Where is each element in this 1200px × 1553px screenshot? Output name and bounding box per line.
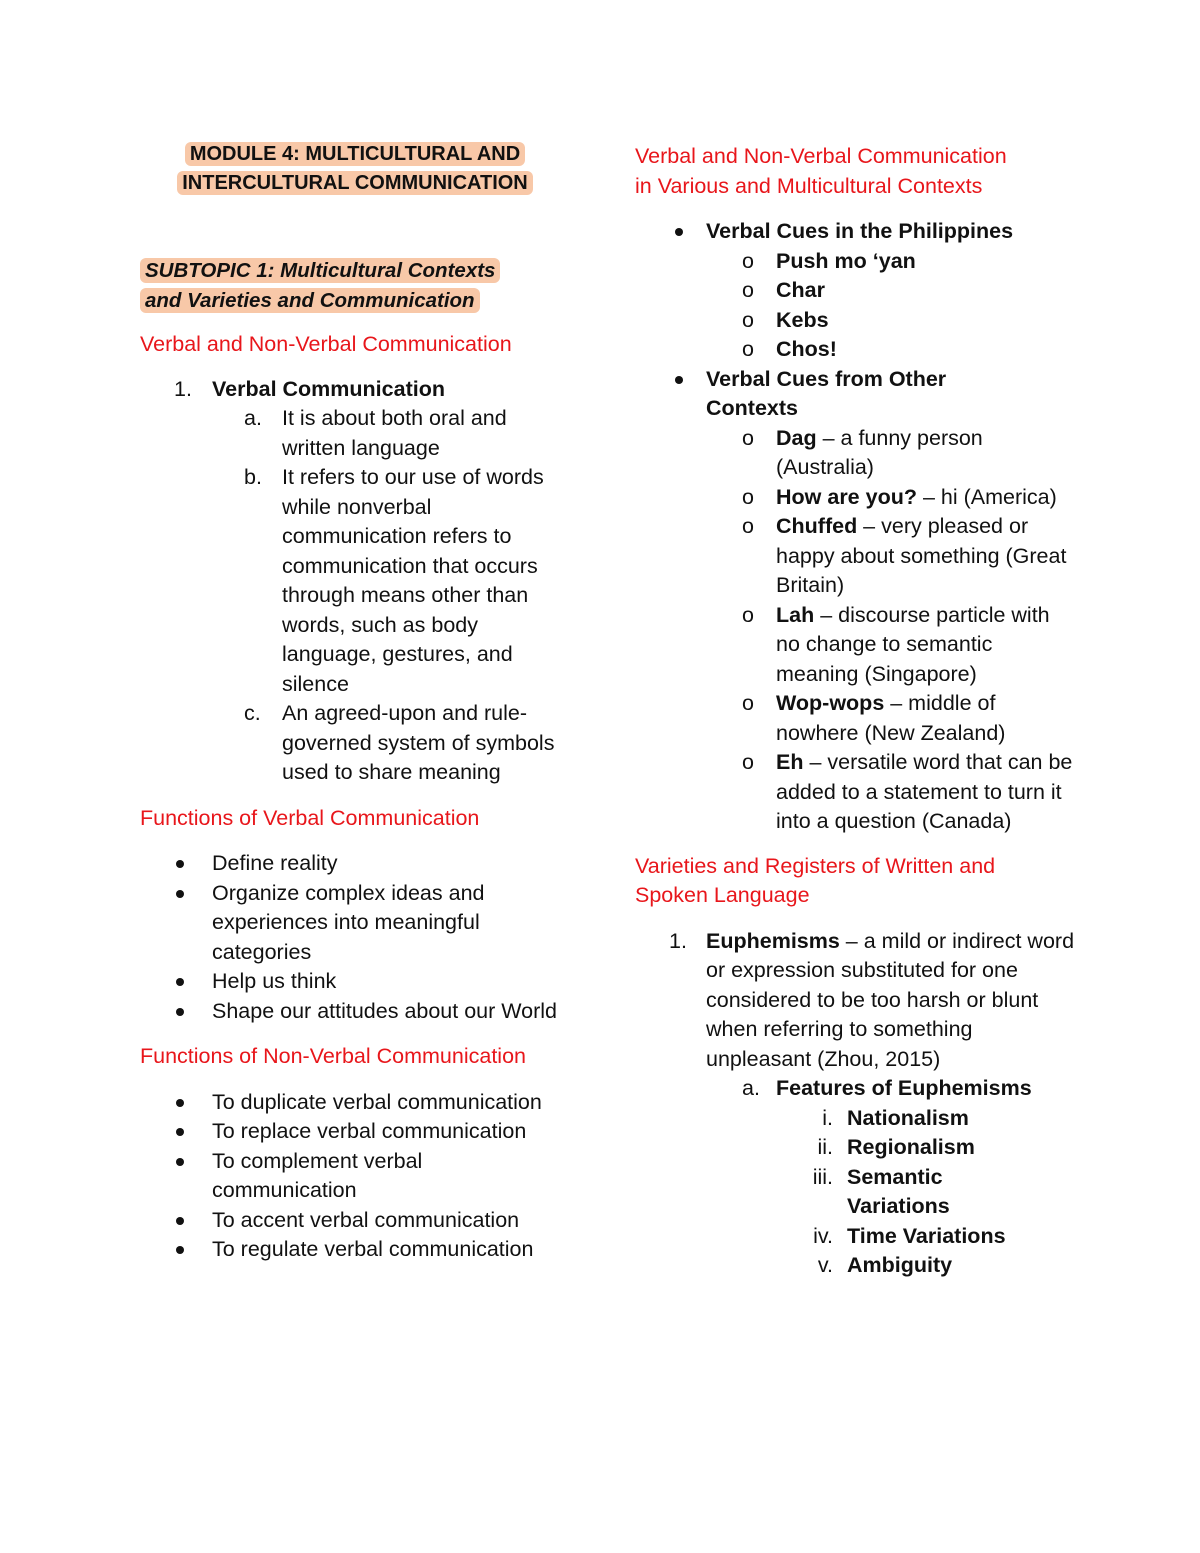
definition: – discourse particle with no change to semantic meaning (Singapore) [776, 602, 1050, 686]
sub-list-item [635, 424, 1075, 483]
roman-numeral: ii. [817, 1135, 833, 1159]
roman-numeral: v. [817, 1253, 833, 1277]
term: Lah [776, 602, 815, 627]
feature-item [635, 1251, 1075, 1281]
list-item-philippines [635, 217, 1075, 247]
sub-list-item [635, 512, 1075, 601]
verbal-communication-title: Verbal Communication [212, 376, 445, 401]
list-number: 1. [174, 376, 192, 401]
list-letter: a. [742, 1076, 760, 1100]
list-item-text: Shape our attitudes about our World [212, 998, 558, 1023]
euphemisms-item [635, 927, 1075, 1075]
sub-list-item [635, 601, 1075, 690]
list-item-text: To accent verbal communication [212, 1207, 520, 1232]
sub-list-item [635, 483, 1075, 513]
euphemisms-term: Euphemisms [706, 928, 840, 953]
list-letter: c. [244, 701, 261, 725]
circle-bullet-icon: o [742, 750, 754, 774]
feature-item [635, 1163, 987, 1222]
feature-text: Nationalism [847, 1105, 969, 1130]
list-item [140, 1117, 570, 1147]
feature-item [635, 1222, 1075, 1252]
functions-nonverbal-list [140, 1088, 570, 1265]
section-heading-multicultural-contexts [635, 142, 1075, 201]
list-item [140, 997, 570, 1027]
subtopic-line1: SUBTOPIC 1: Multicultural Contexts [140, 258, 500, 283]
list-number: 1. [669, 928, 687, 953]
list-item [140, 849, 570, 879]
sub-list-item-text: Char [776, 278, 825, 302]
sub-list-item [635, 335, 1075, 365]
circle-bullet-icon: o [742, 602, 754, 627]
sub-list-item-text: Kebs [776, 307, 829, 332]
list-item-text: To replace verbal communication [212, 1119, 527, 1143]
subtopic-title [140, 256, 570, 316]
circle-bullet-icon: o [742, 307, 754, 332]
list-letter: a. [244, 406, 262, 430]
list-item [140, 1147, 570, 1206]
bullet-icon [176, 1128, 184, 1136]
circle-bullet-icon: o [742, 425, 754, 450]
list-item [140, 879, 570, 968]
verbal-subitem-a [140, 404, 570, 463]
list-letter: b. [244, 465, 262, 489]
subtopic-line2: and Varieties and Communication [140, 288, 480, 313]
module-title-line1: MODULE 4: MULTICULTURAL AND [185, 142, 525, 166]
other-contexts-title: Verbal Cues from Other Contexts [706, 366, 947, 420]
sub-list-item [635, 748, 1075, 837]
heading-line1: Varieties and Registers of Written and [635, 853, 996, 878]
list-item-text: Define reality [212, 851, 338, 875]
definition: – middle of nowhere (New Zealand) [776, 691, 1006, 745]
bullet-icon [176, 860, 184, 868]
term: Chuffed [776, 514, 858, 538]
functions-verbal-list [140, 849, 570, 1026]
list-item-text: To duplicate verbal communication [212, 1089, 542, 1114]
bullet-icon [675, 228, 683, 236]
term: How are you? [776, 484, 917, 509]
circle-bullet-icon: o [742, 514, 754, 538]
verbal-communication-item [140, 375, 570, 405]
left-column [140, 140, 570, 1265]
verbal-subitem-text: An agreed-upon and rule-governed system of symbols used to share meaning [282, 701, 555, 784]
sub-list-item-text: Push mo ‘yan [776, 248, 916, 273]
verbal-subitem-c [140, 699, 570, 788]
circle-bullet-icon: o [742, 484, 754, 509]
list-item [140, 1206, 570, 1236]
definition: – versatile word that can be added to a statement to turn it into a question (Canada) [776, 750, 1073, 833]
definition: – hi (America) [916, 484, 1057, 509]
roman-numeral: i. [822, 1105, 833, 1130]
section-heading-verbal-nonverbal: Verbal and Non-Verbal Communication [140, 332, 512, 356]
bullet-icon [176, 1246, 184, 1254]
feature-text: Semantic Variations [847, 1164, 950, 1218]
list-item-text: Organize complex ideas and experiences into meaningful categories [212, 880, 485, 964]
sub-list-item [635, 247, 1075, 277]
definition: – very pleased or happy about something (Great Britain) [776, 514, 1067, 597]
right-column [635, 140, 1075, 1281]
sub-list-item [635, 306, 1075, 336]
feature-item [635, 1104, 1075, 1134]
list-item [140, 1088, 570, 1118]
circle-bullet-icon: o [742, 691, 754, 715]
feature-text: Regionalism [847, 1135, 975, 1159]
list-item-text: Help us think [212, 969, 337, 993]
bullet-icon [675, 376, 683, 384]
list-item-other-contexts [635, 365, 1006, 424]
section-heading-varieties [635, 852, 1075, 911]
list-item [140, 967, 570, 997]
feature-text: Time Variations [847, 1223, 1006, 1248]
bullet-icon [176, 890, 184, 898]
section-heading-functions-verbal: Functions of Verbal Communication [140, 805, 480, 830]
bullet-icon [176, 1158, 184, 1166]
heading-line2: Spoken Language [635, 883, 810, 907]
roman-numeral: iii. [812, 1164, 833, 1189]
features-title: Features of Euphemisms [776, 1076, 1032, 1100]
features-item [635, 1074, 1075, 1104]
bullet-icon [176, 978, 184, 986]
verbal-subitem-b [140, 463, 570, 699]
circle-bullet-icon: o [742, 248, 754, 273]
heading-line2: in Various and Multicultural Contexts [635, 173, 983, 198]
sub-list-item [635, 689, 1075, 748]
circle-bullet-icon: o [742, 278, 754, 302]
heading-line1: Verbal and Non-Verbal Communication [635, 144, 1007, 168]
circle-bullet-icon: o [742, 337, 754, 361]
definition: – a funny person (Australia) [776, 425, 983, 479]
list-item-text: To complement verbal communication [212, 1148, 423, 1202]
term: Eh [776, 750, 804, 774]
list-item-text: To regulate verbal communication [212, 1237, 534, 1261]
module-title-line2: INTERCULTURAL COMMUNICATION [177, 171, 533, 195]
bullet-icon [176, 1099, 184, 1107]
verbal-subitem-text: It is about both oral and written language [282, 406, 507, 460]
bullet-icon [176, 1217, 184, 1225]
feature-text: Ambiguity [847, 1253, 953, 1277]
sub-list-item [635, 276, 1075, 306]
euphemisms-definition: – a mild or indirect word or expression substituted for one considered to be too harsh or blunt when referring to something unpleasant (Zhou, 2015) [706, 928, 1075, 1071]
module-title [140, 140, 570, 198]
philippines-cues-title: Verbal Cues in the Philippines [706, 219, 1014, 243]
roman-numeral: iv. [813, 1223, 833, 1248]
section-heading-functions-nonverbal: Functions of Non-Verbal Communication [140, 1044, 526, 1068]
term: Wop-wops [776, 691, 885, 715]
list-item [140, 1235, 570, 1265]
verbal-subitem-text: It refers to our use of words while nonverbal communication refers to communication that occurs through means other than words, such as body language, gestures, and silence [282, 465, 544, 696]
feature-item [635, 1133, 1075, 1163]
sub-list-item-text: Chos! [776, 337, 837, 361]
term: Dag [776, 425, 817, 450]
bullet-icon [176, 1008, 184, 1016]
